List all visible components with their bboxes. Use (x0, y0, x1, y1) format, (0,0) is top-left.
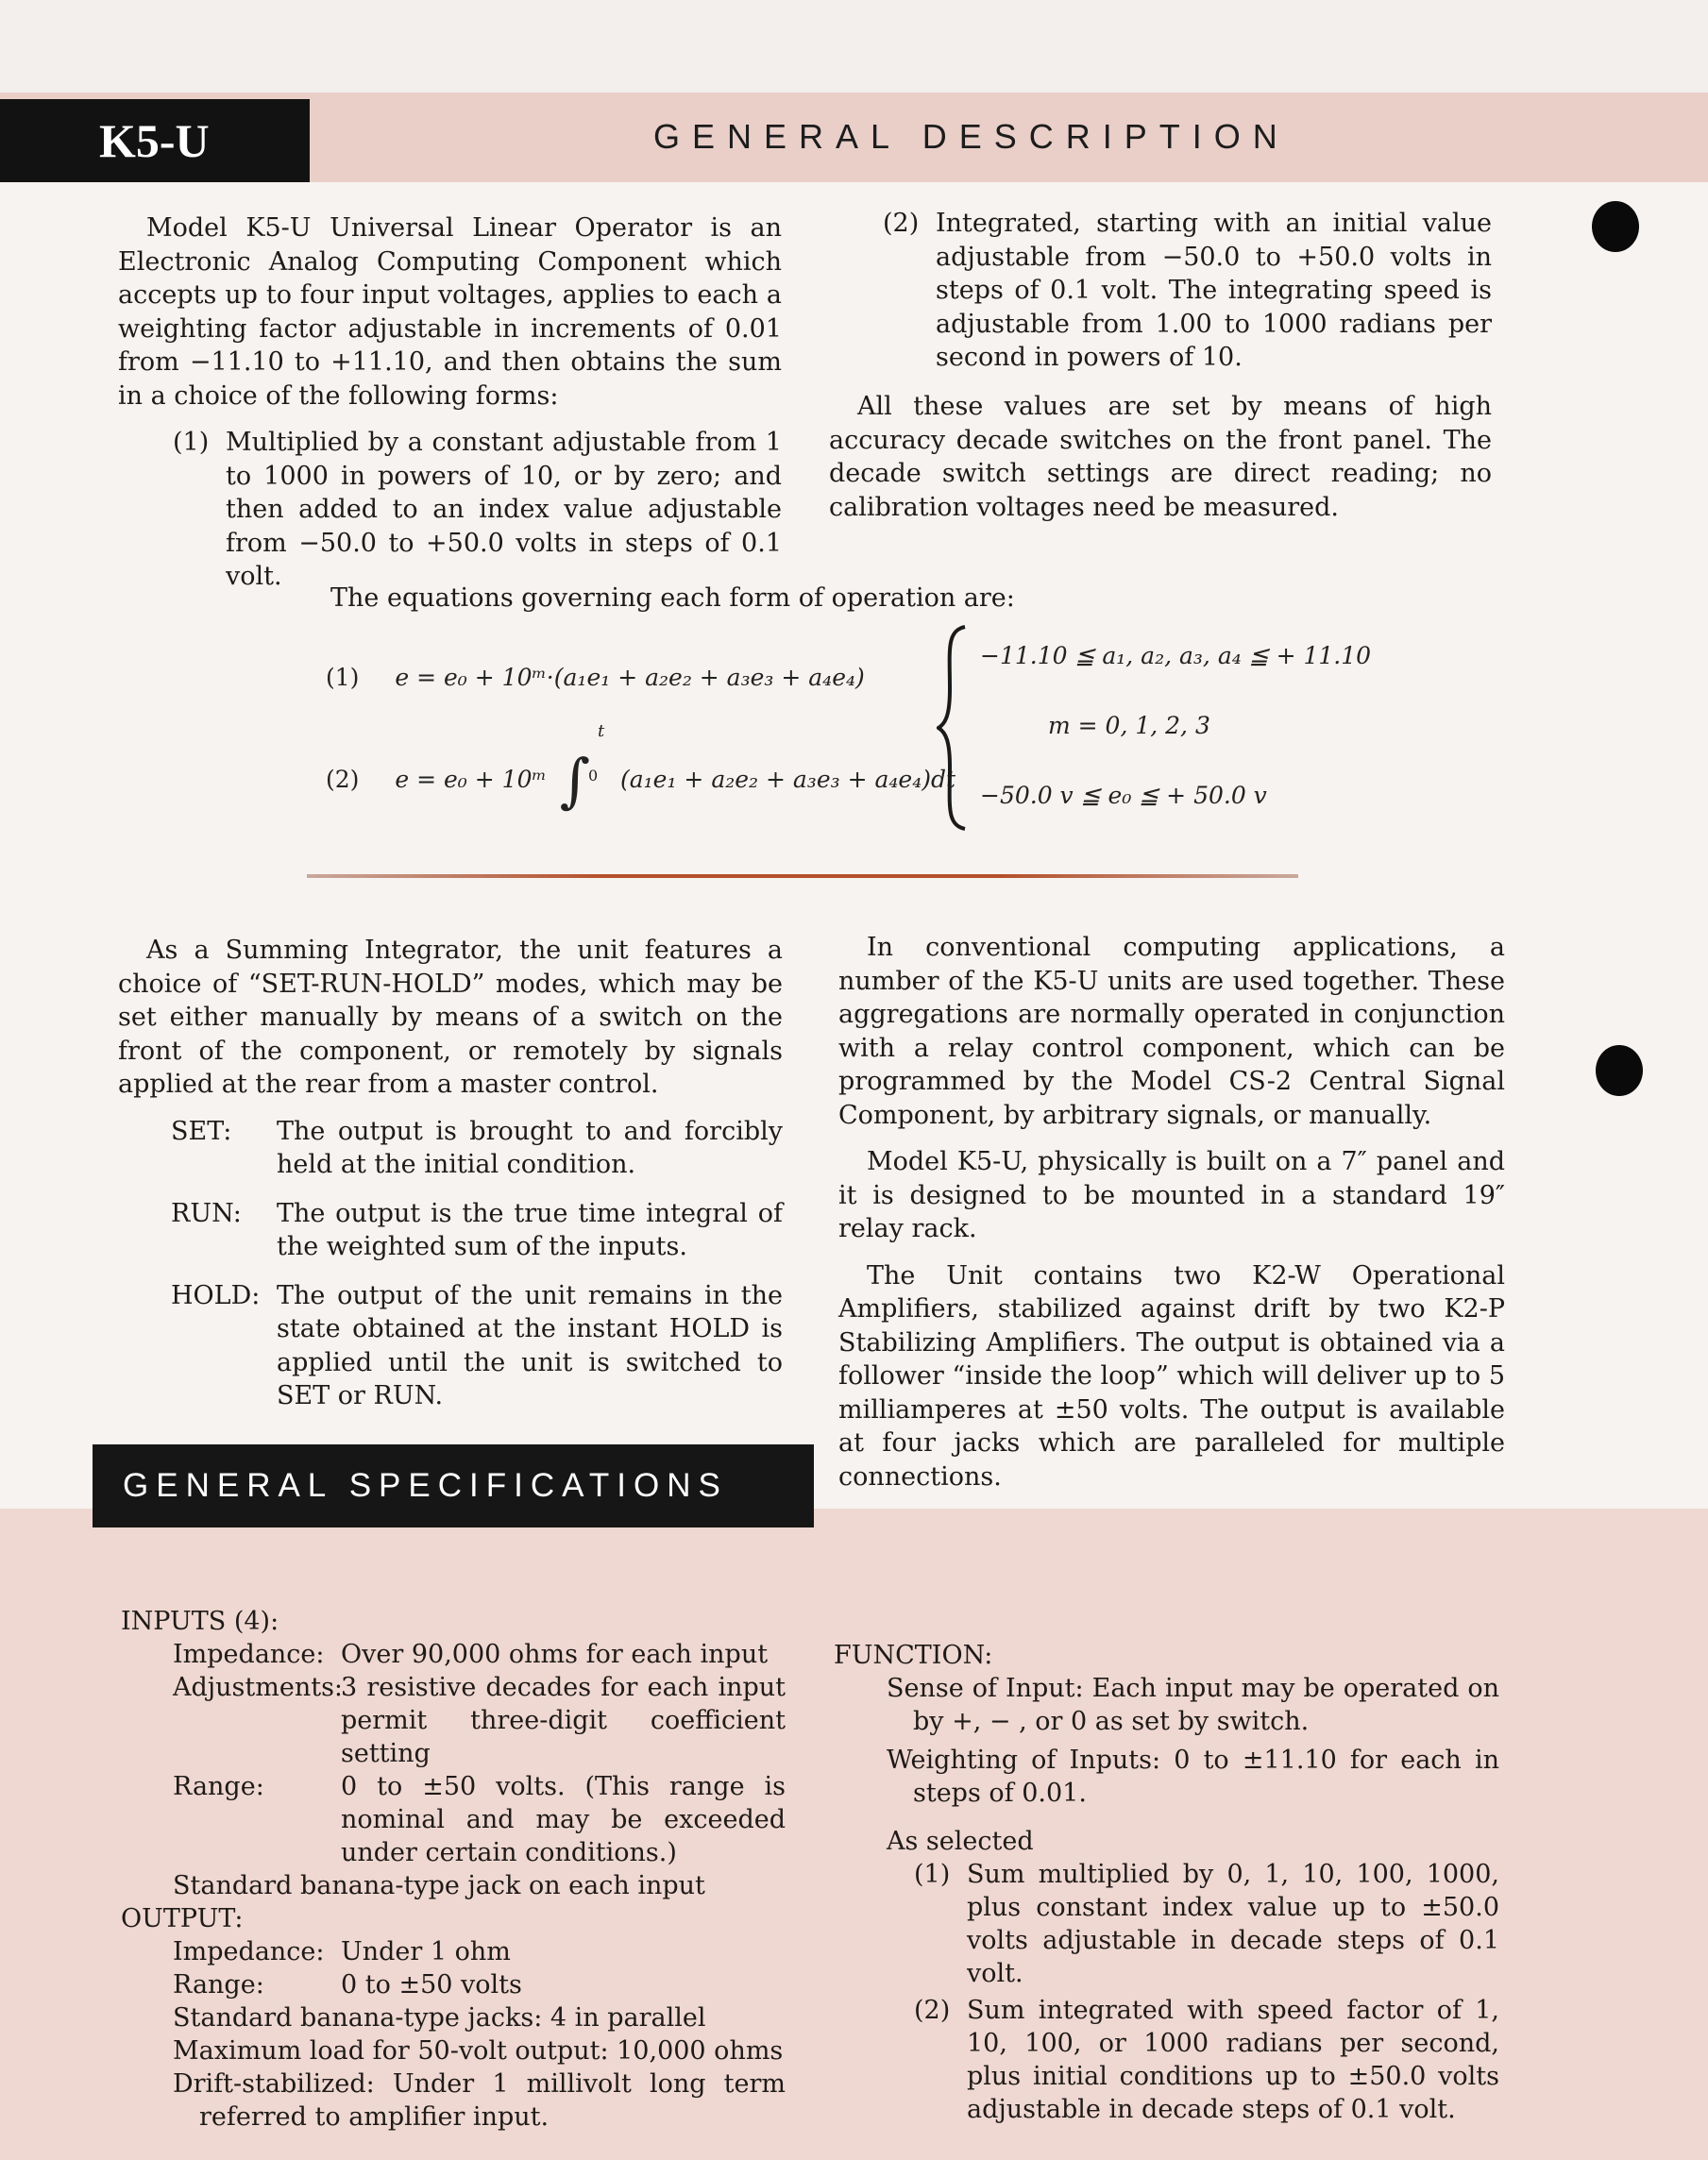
equation-2-label: (2) (326, 766, 360, 793)
spec-key: Impedance: (173, 1937, 325, 1966)
condition-coefficients: −11.10 ≦ a₁, a₂, a₃, a₄ ≦ + 11.10 (980, 642, 1372, 669)
specs-right-column (834, 1639, 1499, 2137)
spec-value: 3 resistive decades for each input permit three-digit coefficient setting (341, 1673, 786, 1768)
spec-key: Impedance: (173, 1640, 325, 1669)
selected-item-2 (834, 1994, 1499, 2126)
equation-1-formula: e = e₀ + 10ᵐ·(a₁e₁ + a₂e₂ + a₃e₃ + a₄e₄) (395, 664, 865, 691)
spec-value: Over 90,000 ohms for each input (341, 1640, 769, 1669)
form-number: (1) (173, 428, 210, 457)
output-line: Standard banana-type jacks: 4 in parallel (173, 2003, 706, 2033)
spec-row (173, 1638, 786, 1671)
condition-e0: −50.0 v ≦ e₀ ≦ + 50.0 v (980, 782, 1267, 809)
condition-m: m = 0, 1, 2, 3 (1048, 712, 1210, 739)
specs-title: GENERAL SPECIFICATIONS (93, 1444, 814, 1527)
brace-icon (937, 623, 974, 833)
selected-number: (2) (914, 1996, 951, 2025)
equation-1 (326, 664, 865, 691)
function-item: Weighting of Inputs: 0 to ±11.10 for each in steps of 0.01. (887, 1746, 1499, 1808)
form-number: (2) (883, 209, 920, 238)
mode-set (118, 1115, 783, 1182)
equation-1-label: (1) (326, 664, 360, 691)
integral-upper-limit: t (598, 721, 605, 741)
divider-rule (307, 874, 1298, 878)
integral-lower-limit: 0 (588, 767, 599, 785)
binder-hole-top (1592, 201, 1639, 252)
spec-value: 0 to ±50 volts (341, 1970, 522, 2000)
selected-item-1 (834, 1858, 1499, 1990)
spec-row (173, 1968, 786, 2001)
form-item-2 (883, 207, 1492, 375)
section-title: GENERAL DESCRIPTION (653, 117, 1290, 156)
selected-number: (1) (914, 1860, 951, 1889)
mode-run-text: The output is the true time integral of the weighted sum of the inputs. (277, 1198, 783, 1261)
form-item-1 (118, 426, 782, 594)
output-line: Drift-stabilized: Under 1 millivolt long term referred to amplifier input. (173, 2069, 786, 2132)
intro-left-column (118, 211, 782, 605)
decade-switch-paragraph (829, 390, 1492, 537)
spec-value: 0 to ±50 volts. (This range is nominal and may be exceeded under certain conditions.) (341, 1772, 786, 1867)
intro-right-column (883, 207, 1492, 386)
integral-sign-icon: ∫ (559, 746, 591, 815)
output-heading: OUTPUT: (121, 1904, 244, 1933)
selected-text: Sum integrated with speed factor of 1, 10, 100, or 1000 radians per second, plus initial conditions up to ±50.0 volts adjustable in decade steps of 0.1 volt. (967, 1996, 1499, 2124)
mode-set-text: The output is brought to and forcibly held at the initial condition. (277, 1116, 783, 1179)
function-heading: FUNCTION: (834, 1641, 993, 1670)
equation-2 (326, 721, 956, 815)
spec-row (173, 1935, 786, 1968)
spec-row (173, 1770, 786, 1869)
applications-column (838, 931, 1505, 1507)
mode-set-key: SET: (171, 1116, 232, 1146)
equation-2-integrand: (a₁e₁ + a₂e₂ + a₃e₃ + a₄e₄)dt (619, 766, 956, 793)
equations-intro: The equations governing each form of operation are: (330, 583, 1015, 613)
binder-hole-middle (1596, 1045, 1643, 1096)
applications-paragraph-3: The Unit contains two K2-W Operational Amplifiers, stabilized against drift by two K2-P Stabilizing Amplifiers. The output is obtained via a follower “inside the loop” which will deliver up to 5 milliamperes at ±50 volts. The output is available at four jacks which are paralleled for multiple connections. (838, 1260, 1505, 1492)
form-text: Integrated, starting with an initial value adjustable from −50.0 to +50.0 volts in steps of 0.1 volt. The integrating speed is adjustable from 1.00 to 1000 radians per second in powers of 10. (936, 209, 1492, 372)
inputs-heading: INPUTS (4): (121, 1607, 279, 1636)
mode-hold-text: The output of the unit remains in the state obtained at the instant HOLD is applied until the unit is switched to SET or RUN. (277, 1280, 783, 1410)
output-line: Maximum load for 50-volt output: 10,000 ohms (173, 2036, 784, 2066)
spec-key: Range: (173, 1970, 264, 2000)
mode-hold (118, 1279, 783, 1413)
equation-2-lhs: e = e₀ + 10ᵐ (395, 766, 547, 793)
form-text: Multiplied by a constant adjustable from 1 to 1000 in powers of 10, or by zero; and then added to an index value adjustable from −50.0 to +50.0 volts in steps of 0.1 volt. (226, 428, 782, 591)
mode-run-key: RUN: (171, 1198, 242, 1228)
spec-key: Adjustments: (173, 1673, 344, 1702)
inputs-jack-line: Standard banana-type jack on each input (173, 1871, 705, 1900)
spec-value: Under 1 ohm (341, 1937, 511, 1966)
spec-key: Range: (173, 1772, 264, 1801)
model-tag: K5-U (0, 99, 310, 182)
mode-run (118, 1197, 783, 1264)
function-item: Sense of Input: Each input may be operated on by +, − , or 0 as set by switch. (887, 1674, 1499, 1736)
as-selected-label: As selected (887, 1827, 1034, 1856)
decade-switch-text: All these values are set by means of high accuracy decade switches on the front panel. The decade switch settings are direct reading; no calibration voltages need be measured. (829, 392, 1492, 522)
mode-hold-key: HOLD: (171, 1280, 261, 1310)
intro-paragraph: Model K5-U Universal Linear Operator is an Electronic Analog Computing Component which accepts up to four input voltages, applies to each a weighting factor adjustable in increments of 0.01 from −11.10 to +11.10, and then obtains the sum in a choice of the following forms: (118, 213, 782, 411)
selected-text: Sum multiplied by 0, 1, 10, 100, 1000, plus constant index value up to ±50.0 volts adjustable in decade steps of 0.1 volt. (967, 1860, 1499, 1988)
applications-paragraph-2: Model K5-U, physically is built on a 7″ panel and it is designed to be mounted in a standard 19″ relay rack. (838, 1147, 1505, 1243)
applications-paragraph-1: In conventional computing applications, a number of the K5-U units are used together. These aggregations are normally operated in conjunction with a relay control component, which can be programmed by the Model CS-2 Central Signal Component, by arbitrary signals, or manually. (838, 933, 1505, 1130)
integrator-paragraph: As a Summing Integrator, the unit features a choice of “SET-RUN-HOLD” modes, which may be set either manually by means of a switch on the front of the component, or remotely by signals applied at the rear from a master control. (118, 936, 783, 1099)
spec-row (173, 1671, 786, 1770)
integrator-column (118, 934, 783, 1428)
specs-left-column (121, 1605, 786, 2134)
